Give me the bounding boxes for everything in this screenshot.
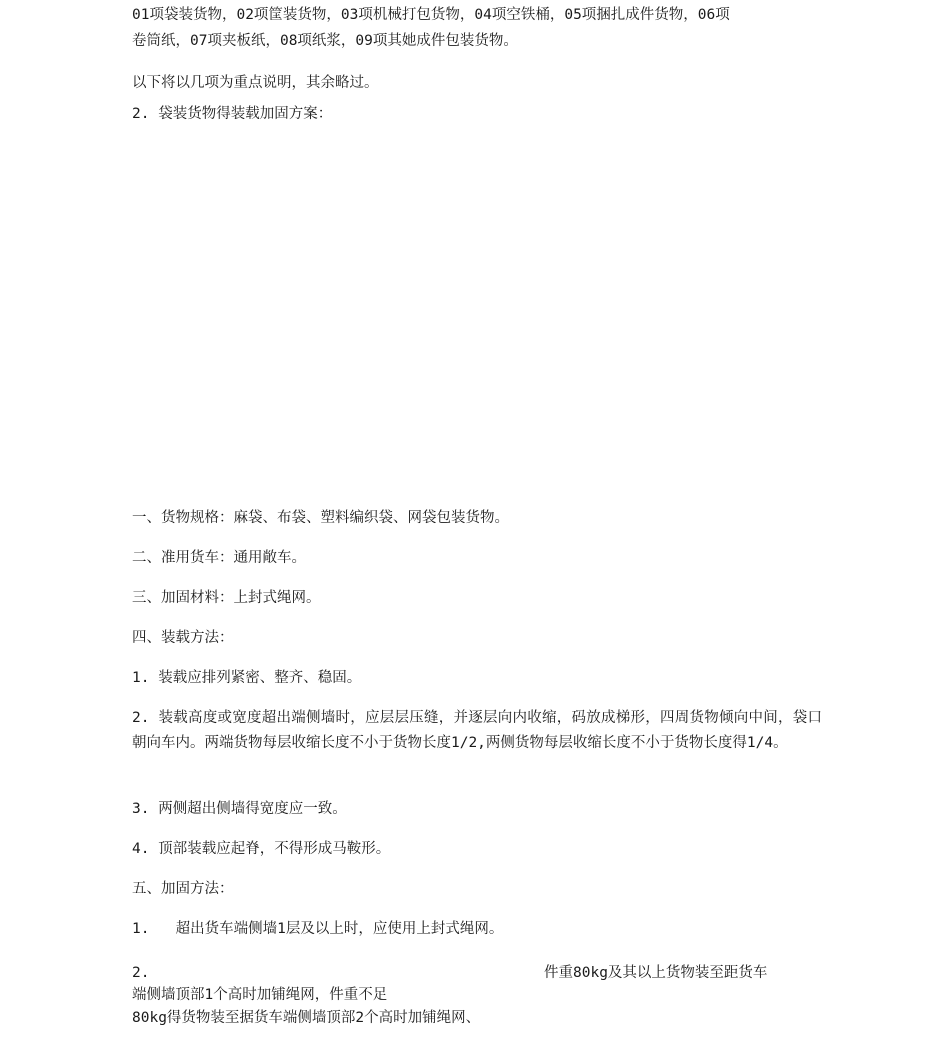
reinforce-item-2-number: 2. [132,965,150,981]
reinforce-item-2-line-2: 端侧墙顶部1个高时加铺绳网，件重不足 [132,987,388,1003]
intro-line-1: 01项袋装货物，02项筐装货物，03项机械打包货物，04项空铁桶，05项捆扎成件货物，06项 [132,7,730,23]
loading-item-1: 1. 装载应排列紧密、整齐、稳固。 [132,670,362,686]
reinforce-item-2-text-start: 件重80kg及其以上货物装至距货车 [544,965,768,981]
figure-placeholder [132,135,822,495]
reinforce-item-1: 1. 超出货车端侧墙1层及以上时，应使用上封式绳网。 [132,921,504,937]
reinforce-heading: 五、加固方法： [132,881,234,897]
loading-heading: 四、装载方法： [132,630,234,646]
reinforce-item-2-line-3: 80kg得货物装至据货车端侧墙顶部2个高时加铺绳网、 [132,1010,481,1026]
intro-line-2: 卷筒纸，07项夹板纸，08项纸浆，09项其她成件包装货物。 [132,33,518,49]
intro-note: 以下将以几项为重点说明，其余略过。 [132,75,379,91]
vehicle-line: 二、准用货车：通用敞车。 [132,550,306,566]
loading-item-4: 4. 顶部装载应起脊，不得形成马鞍形。 [132,841,391,857]
material-line: 三、加固材料：上封式绳网。 [132,590,321,606]
loading-item-3: 3. 两侧超出侧墙得宽度应一致。 [132,801,347,817]
section-heading: 2. 袋装货物得装载加固方案： [132,106,333,122]
spec-line: 一、货物规格：麻袋、布袋、塑料编织袋、网袋包装货物。 [132,510,509,526]
loading-item-2: 2. 装载高度或宽度超出端侧墙时，应层层压缝，并逐层向内收缩，码放成梯形，四周货物倾向中间，袋口朝向车内。两端货物每层收缩长度不小于货物长度1/2,两侧货物每层收缩长度不小于货物长度得1/4。 [132,710,822,751]
